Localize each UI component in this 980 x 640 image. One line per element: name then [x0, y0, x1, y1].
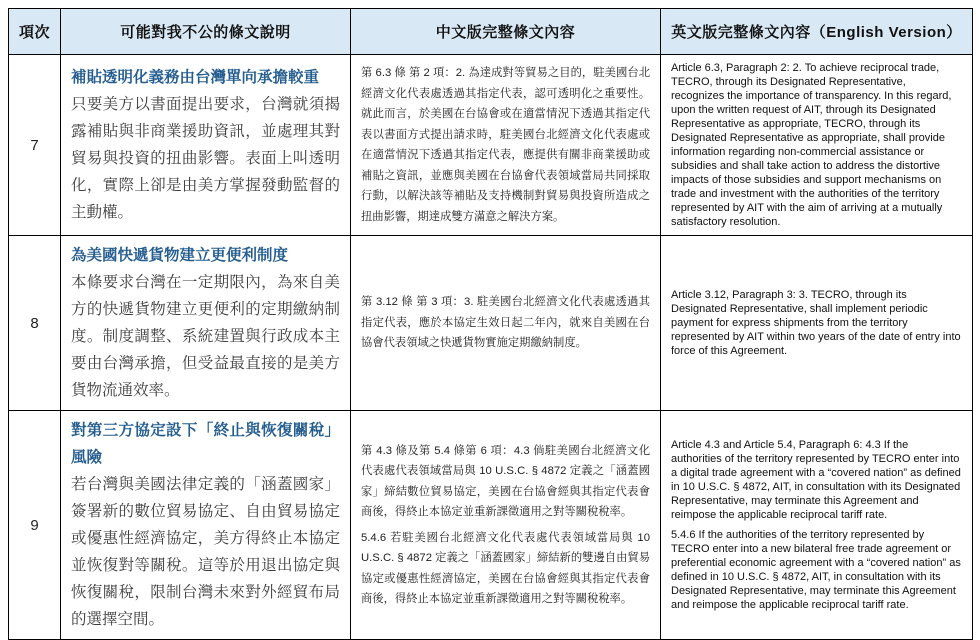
provision-summary-text: 本條要求台灣在一定期限內，為來自美方的快遞貨物建立更便利的定期繳納制度。制度調整、系統建置與行政成本主要由台灣承擔，但受益最直接的是美方貨物流通效率。	[71, 274, 340, 399]
english-paragraph: Article 4.3 and Article 5.4, Paragraph 6: 4.3 If the authorities of the territory represented by TECRO enter into a digital trade agreement with a “covered nation” as defined in 10 U.S.C. § 4872, AIT, in consultation with its Designated Representative, may terminate this Agreement and reimpose the applicable reciprocal tariff rate.	[671, 439, 961, 521]
document-page	[8, 8, 972, 640]
chinese-paragraph: 第 4.3 條及第 5.4 條第 6 項：4.3 倘駐美國台北經濟文化代表處代表領域當局與 10 U.S.C. § 4872 定義之「涵蓋國家」締結數位貿易協定，美國在台協會經與其指定代表會商後，得終止本協定並重新課徵適用之對等關稅稅率。	[361, 444, 650, 518]
english-paragraph: Article 6.3, Paragraph 2: 2. To achieve reciprocal trade, TECRO, through its Designated Representative, recognizes the importance of transparency. In this regard, upon the written request of AIT, through its Designated Representative as appropriate, TECRO, through its Designated Representative as appropriate, shall provide information regarding non-commercial assistance or subsidies and shall take action to address the distortive impacts of those subsidies and support mechanisms on trade and investment with the authorities of the territory represented by AIT with the aim of arriving at a mutually satisfactory resolution.	[671, 62, 952, 228]
table-row	[9, 55, 973, 236]
provision-summary-cell	[61, 236, 351, 411]
table-row	[9, 236, 973, 411]
header-unfair-provision-summary: 可能對我不公的條文說明	[61, 9, 351, 55]
table-row	[9, 411, 973, 640]
english-text-cell	[661, 411, 973, 640]
item-number: 9	[9, 411, 61, 640]
provision-title: 補貼透明化義務由台灣單向承擔較重	[71, 69, 320, 86]
item-number: 8	[9, 236, 61, 411]
provision-summary-cell	[61, 411, 351, 640]
english-paragraph: Article 3.12, Paragraph 3: 3. TECRO, through its Designated Representative, shall implement periodic payment for express shipments from the territory represented by AIT within two years of the date of entry into force of this Agreement.	[671, 289, 961, 357]
english-text-cell	[661, 55, 973, 236]
chinese-text-cell	[351, 55, 661, 236]
table-body	[9, 55, 973, 640]
provision-summary-cell	[61, 55, 351, 236]
chinese-text-cell	[351, 411, 661, 640]
provision-summary-text: 只要美方以書面提出要求，台灣就須揭露補貼與非商業援助資訊，並處理其對貿易與投資的扭曲影響。表面上叫透明化，實際上卻是由美方掌握發動監督的主動權。	[71, 96, 340, 221]
provision-summary-text: 若台灣與美國法律定義的「涵蓋國家」簽署新的數位貿易協定、自由貿易協定或優惠性經濟協定，美方得終止本協定並恢復對等關稅。這等於用退出協定與恢復關稅，限制台灣未來對外經貿布局的選擇空間。	[71, 476, 340, 628]
provisions-table	[8, 8, 973, 640]
provision-title: 對第三方協定設下「終止與恢復關稅」風險	[71, 422, 340, 466]
chinese-paragraph: 第 3.12 條 第 3 項：3. 駐美國台北經濟文化代表處透過其指定代表，應於本協定生效日起二年內，就來自美國在台協會代表領域之快遞貨物實施定期繳納制度。	[361, 296, 650, 350]
header-item-number: 項次	[9, 9, 61, 55]
chinese-text-cell	[351, 236, 661, 411]
provision-title: 為美國快遞貨物建立更便利制度	[71, 247, 289, 264]
item-number: 7	[9, 55, 61, 236]
english-paragraph: 5.4.6 If the authorities of the territory represented by TECRO enter into a new bilateral free trade agreement or preferential economic agreement with a “covered nation” as defined in 10 U.S.C. § 4872, AIT, in consultation with its Designated Representative, may terminate this Agreement and reimpose the applicable reciprocal tariff rate.	[671, 529, 961, 611]
chinese-paragraph: 第 6.3 條 第 2 項：2. 為達成對等貿易之目的，駐美國台北經濟文化代表處透過其指定代表，認可透明化之重要性。就此而言，於美國在台協會或在適當情況下透過其指定代表以書面方式提出請求時，駐美國台北經濟文化代表處或在適當情況下透過其指定代表，應提供有關非商業援助或補貼之資訊，並應與美國在台協會代表領域當局共同採取行動，以解決該等補貼及支持機制對貿易與投資所造成之扭曲影響，期達成雙方滿意之解決方案。	[361, 67, 650, 223]
english-text-cell	[661, 236, 973, 411]
header-chinese-full-text: 中文版完整條文內容	[351, 9, 661, 55]
header-english-full-text: 英文版完整條文內容（English Version）	[661, 9, 973, 55]
chinese-paragraph: 5.4.6 若駐美國台北經濟文化代表處代表領域當局與 10 U.S.C. § 4872 定義之「涵蓋國家」締結新的雙邊自由貿易協定或優惠性經濟協定，美國在台協會經與其指定代表會商後，得終止本協定並重新課徵適用之對等關稅稅率。	[361, 531, 650, 605]
table-header-row	[9, 9, 973, 55]
